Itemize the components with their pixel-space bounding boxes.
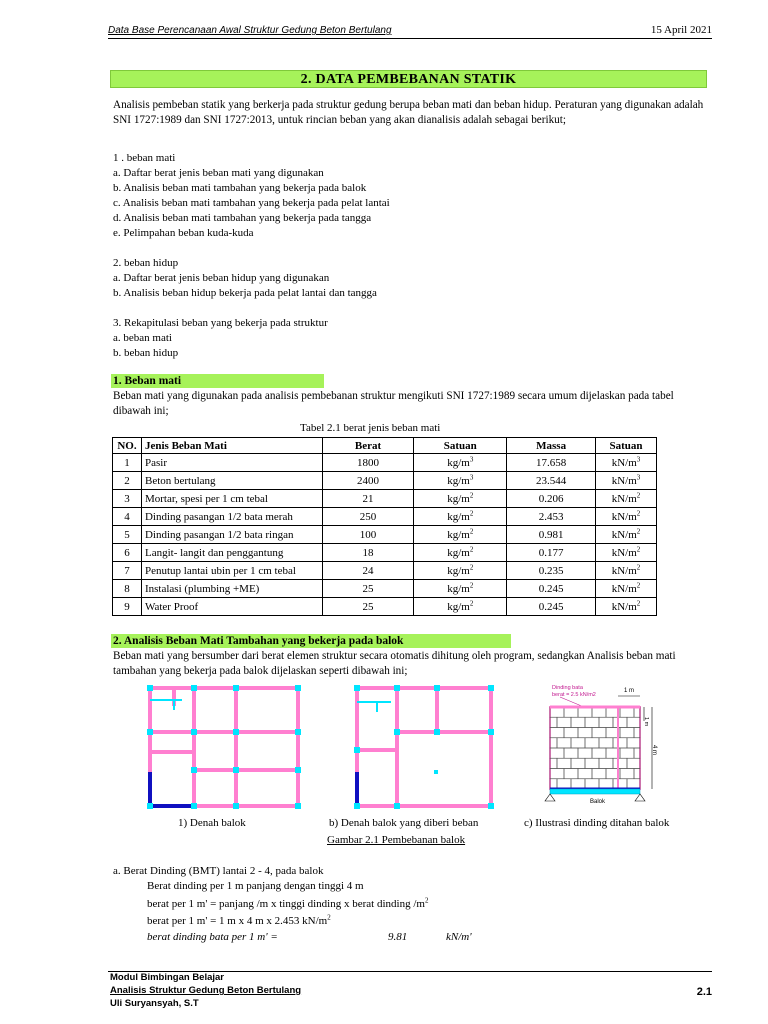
cell-no: 5 — [113, 526, 142, 544]
col-header-jenis: Jenis Beban Mati — [141, 438, 322, 454]
table-row — [113, 562, 657, 580]
list-item: b. Analisis beban mati tambahan yang bekerja pada balok — [113, 182, 367, 194]
cell-berat: 21 — [322, 490, 414, 508]
list-item: b. Analisis beban hidup bekerja pada pelat lantai dan tangga — [113, 287, 377, 299]
list-item: e. Pelimpahan beban kuda-kuda — [113, 227, 254, 239]
section-title: 2. DATA PEMBEBANAN STATIK — [110, 70, 707, 88]
intro-paragraph: Analisis pembeban statik yang berkerja pada struktur gedung berupa beban mati dan beban hidup. Peraturan yang digunakan adalah SNI 1727:1989 dan SNI 1727:2013, untuk rincian beban yang akan dianalisis adalah sebagai berikut; — [113, 99, 704, 126]
cell-satuan: $kg/m^2$ — [414, 508, 507, 526]
cell-no: 9 — [113, 598, 142, 616]
cell-satuan-2: $kN/m^2$ — [596, 598, 657, 616]
cell-berat: 24 — [322, 562, 414, 580]
footer-author: Uli Suryansyah, S.T — [110, 998, 199, 1009]
list-item: 3. Rekapitulasi beban yang bekerja pada struktur — [113, 317, 328, 329]
cell-jenis: Instalasi (plumbing +ME) — [141, 580, 322, 598]
cell-satuan: $kg/m^2$ — [414, 598, 507, 616]
cell-massa: 0.245 — [507, 580, 596, 598]
calc-result-value: 9.81 — [388, 931, 408, 943]
figure-caption-2: b) Denah balok yang diberi beban — [329, 817, 479, 829]
cell-jenis: Mortar, spesi per 1 cm tebal — [141, 490, 322, 508]
table-row — [113, 454, 657, 472]
list-item: b. beban hidup — [113, 347, 179, 359]
cell-no: 7 — [113, 562, 142, 580]
cell-berat: 25 — [322, 580, 414, 598]
cell-massa: 0.235 — [507, 562, 596, 580]
list-item: d. Analisis beban mati tambahan yang bekerja pada tangga — [113, 212, 372, 224]
cell-no: 6 — [113, 544, 142, 562]
cell-jenis: Water Proof — [141, 598, 322, 616]
col-header-satuan-2: Satuan — [596, 438, 657, 454]
cell-satuan-2: $kN/m^2$ — [596, 544, 657, 562]
cell-satuan: $kg/m^2$ — [414, 544, 507, 562]
cell-berat: 100 — [322, 526, 414, 544]
cell-satuan-2: $kN/m^2$ — [596, 562, 657, 580]
cell-satuan: $kg/m^2$ — [414, 580, 507, 598]
running-header-title: Data Base Perencanaan Awal Struktur Gedung Beton Bertulang — [108, 25, 392, 36]
col-header-no: NO. — [113, 438, 142, 454]
calc-result-label: berat dinding bata per 1 m' = — [147, 931, 278, 943]
footer-module: Modul Bimbingan Belajar — [110, 972, 225, 983]
cell-no: 4 — [113, 508, 142, 526]
cell-satuan-2: $kN/m^3$ — [596, 472, 657, 490]
col-header-satuan: Satuan — [414, 438, 507, 454]
subsection-title-balok: 2. Analisis Beban Mati Tambahan yang bekerja pada balok — [111, 634, 511, 648]
wall-weight-label: berat = 2.5 kN/m2 — [552, 692, 596, 698]
calc-line: berat per 1 m' = panjang /m x tinggi dinding x berat dinding $/m^2$ — [147, 896, 429, 910]
subsection-title-beban-mati: 1. Beban mati — [111, 374, 324, 388]
cell-satuan: $kg/m^3$ — [414, 472, 507, 490]
cell-satuan: $kg/m^2$ — [414, 526, 507, 544]
cell-satuan-2: $kN/m^2$ — [596, 526, 657, 544]
dim-small-label: 1 m — [643, 717, 649, 727]
loaded-beam-plan-figure — [353, 684, 495, 810]
cell-jenis: Dinding pasangan 1/2 bata merah — [141, 508, 322, 526]
cell-satuan: $kg/m^2$ — [414, 562, 507, 580]
table-caption: Tabel 2.1 berat jenis beban mati — [300, 422, 441, 434]
calc-line: berat per 1 m' = 1 m x 4 m x 2.453 $kN/m^2$ — [147, 913, 331, 927]
cell-no: 1 — [113, 454, 142, 472]
cell-satuan: $kg/m^3$ — [414, 454, 507, 472]
list-item: a. Daftar berat jenis beban mati yang digunakan — [113, 167, 324, 179]
cell-jenis: Penutup lantai ubin per 1 cm tebal — [141, 562, 322, 580]
cell-berat: 25 — [322, 598, 414, 616]
header-rule — [108, 38, 712, 39]
cell-massa: 0.177 — [507, 544, 596, 562]
cell-jenis: Beton bertulang — [141, 472, 322, 490]
cell-satuan-2: $kN/m^3$ — [596, 454, 657, 472]
dim-height-label: 4 m — [651, 745, 657, 756]
beam-plan-figure — [146, 684, 302, 810]
cell-no: 2 — [113, 472, 142, 490]
cell-massa: 17.658 — [507, 454, 596, 472]
list-item: 2. beban hidup — [113, 257, 179, 269]
cell-jenis: Dinding pasangan 1/2 bata ringan — [141, 526, 322, 544]
table-row — [113, 490, 657, 508]
table-row — [113, 508, 657, 526]
cell-berat: 18 — [322, 544, 414, 562]
cell-massa: 0.206 — [507, 490, 596, 508]
cell-massa: 2.453 — [507, 508, 596, 526]
balok-label: Balok — [590, 799, 606, 805]
wall-label: Dinding bata — [552, 685, 583, 691]
dead-load-table — [112, 437, 657, 616]
calc-heading: a. Berat Dinding (BMT) lantai 2 - 4, pada balok — [113, 865, 324, 877]
subsection-text: Beban mati yang bersumber dari berat elemen struktur secara otomatis dihitung oleh program, sedangkan Analisis beban mati tambahan yang bekerja pada balok dijelaskan seperti dibawah ini; — [113, 650, 676, 677]
list-item: c. Analisis beban mati tambahan yang bekerja pada pelat lantai — [113, 197, 390, 209]
list-item: a. Daftar berat jenis beban hidup yang digunakan — [113, 272, 330, 284]
subsection-text: Beban mati yang digunakan pada analisis pembebanan struktur mengikuti SNI 1727:1989 secara umum dijelaskan pada tabel dibawah ini; — [113, 390, 674, 417]
cell-satuan-2: $kN/m^2$ — [596, 580, 657, 598]
cell-massa: 0.245 — [507, 598, 596, 616]
cell-satuan-2: $kN/m^2$ — [596, 508, 657, 526]
wall-illustration-figure — [540, 683, 658, 813]
cell-jenis: Pasir — [141, 454, 322, 472]
cell-berat: 1800 — [322, 454, 414, 472]
running-header-date: 15 April 2021 — [650, 24, 712, 36]
list-item: 1 . beban mati — [113, 152, 176, 164]
cell-berat: 250 — [322, 508, 414, 526]
figure-caption-1: 1) Denah balok — [178, 817, 246, 829]
cell-jenis: Langit- langit dan penggantung — [141, 544, 322, 562]
col-header-massa: Massa — [507, 438, 596, 454]
cell-massa: 23.544 — [507, 472, 596, 490]
calc-line: Berat dinding per 1 m panjang dengan tinggi 4 m — [147, 880, 364, 892]
cell-no: 8 — [113, 580, 142, 598]
cell-satuan: $kg/m^2$ — [414, 490, 507, 508]
list-item: a. beban mati — [113, 332, 172, 344]
table-header-row — [113, 438, 657, 454]
cell-berat: 2400 — [322, 472, 414, 490]
table-row — [113, 472, 657, 490]
cell-no: 3 — [113, 490, 142, 508]
dim-top-label: 1 m — [624, 688, 635, 694]
figure-caption-3: c) Ilustrasi dinding ditahan balok — [524, 817, 670, 829]
cell-satuan-2: $kN/m^2$ — [596, 490, 657, 508]
table-row — [113, 598, 657, 616]
calc-result-unit: kN/m' — [446, 931, 472, 943]
col-header-berat: Berat — [322, 438, 414, 454]
figure-title: Gambar 2.1 Pembebanan balok — [327, 834, 466, 846]
footer-course: Analisis Struktur Gedung Beton Bertulang — [110, 985, 302, 996]
table-row — [113, 526, 657, 544]
table-row — [113, 580, 657, 598]
cell-massa: 0.981 — [507, 526, 596, 544]
page-number: 2.1 — [696, 986, 712, 998]
table-row — [113, 544, 657, 562]
table-body — [113, 454, 657, 616]
